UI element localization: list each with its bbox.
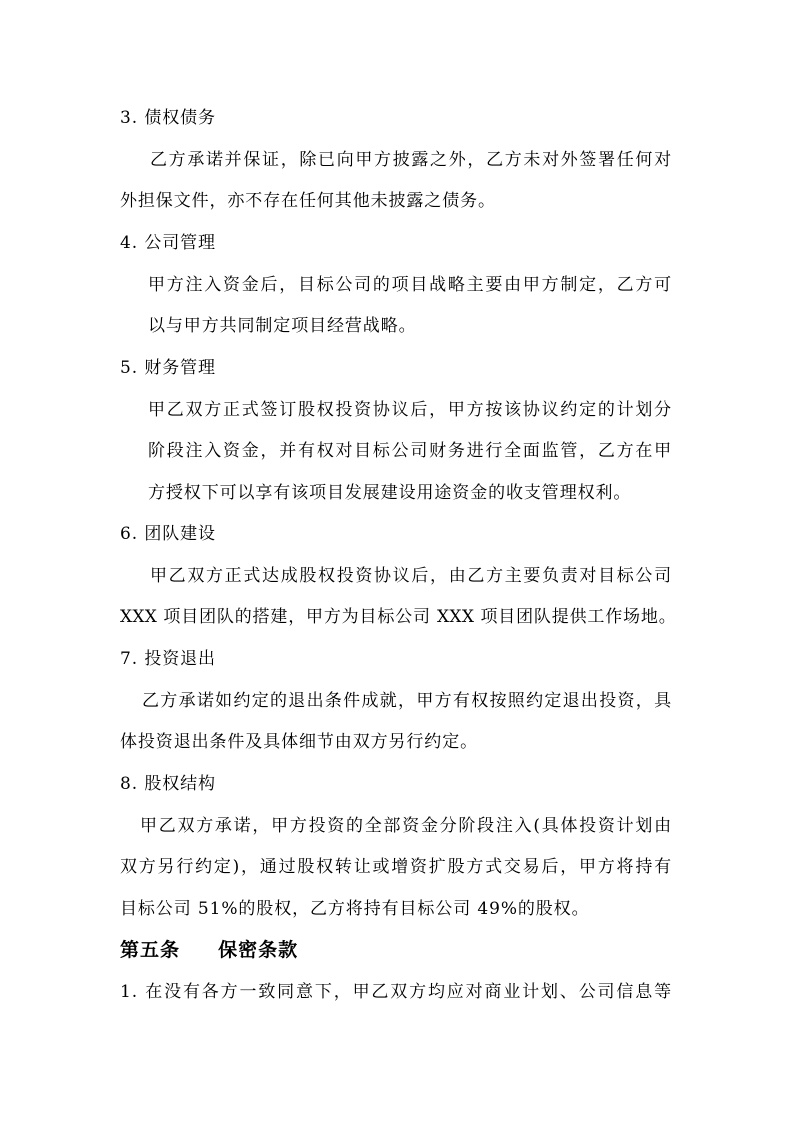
paragraph-line: 阶段注入资金，并有权对目标公司财务进行全面监管，乙方在甲 — [148, 441, 672, 461]
paragraph-line: 以与甲方共同制定项目经营战略。 — [148, 316, 417, 336]
section-heading: 8. 股权结构 — [120, 774, 216, 794]
paragraph-line: 目标公司 51%的股权，乙方将持有目标公司 49%的股权。 — [120, 899, 590, 919]
paragraph-line: 甲方注入资金后，目标公司的项目战略主要由甲方制定，乙方可 — [148, 275, 672, 295]
paragraph-line: XXX 项目团队的搭建，甲方为目标公司 XXX 项目团队提供工作场地。 — [120, 607, 676, 627]
section-heading: 4. 公司管理 — [120, 233, 216, 253]
section-heading: 5. 财务管理 — [120, 358, 216, 378]
section-heading: 3. 债权债务 — [120, 108, 216, 128]
article-title: 第五条 保密条款 — [120, 939, 299, 961]
paragraph-line: 乙方承诺如约定的退出条件成就，甲方有权按照约定退出投资，具 — [142, 691, 672, 711]
section-heading: 6. 团队建设 — [120, 524, 216, 544]
paragraph-line: 双方另行约定)，通过股权转让或增资扩股方式交易后，甲方将持有 — [120, 857, 672, 877]
paragraph-line: 甲乙双方正式达成股权投资协议后，由乙方主要负责对目标公司 — [150, 566, 672, 586]
paragraph-line: 甲乙双方承诺，甲方投资的全部资金分阶段注入(具体投资计划由 — [140, 816, 672, 836]
paragraph-line: 乙方承诺并保证，除已向甲方披露之外，乙方未对外签署任何对 — [150, 150, 672, 170]
paragraph-line: 外担保文件，亦不存在任何其他未披露之债务。 — [120, 191, 496, 211]
paragraph-line: 方授权下可以享有该项目发展建设用途资金的收支管理权利。 — [148, 483, 632, 503]
paragraph-line: 体投资退出条件及具体细节由双方另行约定。 — [120, 732, 478, 752]
article-first-item: 1. 在没有各方一致同意下，甲乙双方均应对商业计划、公司信息等 — [120, 982, 672, 1002]
section-heading: 7. 投资退出 — [120, 649, 216, 669]
paragraph-line: 甲乙双方正式签订股权投资协议后，甲方按该协议约定的计划分 — [148, 400, 672, 420]
